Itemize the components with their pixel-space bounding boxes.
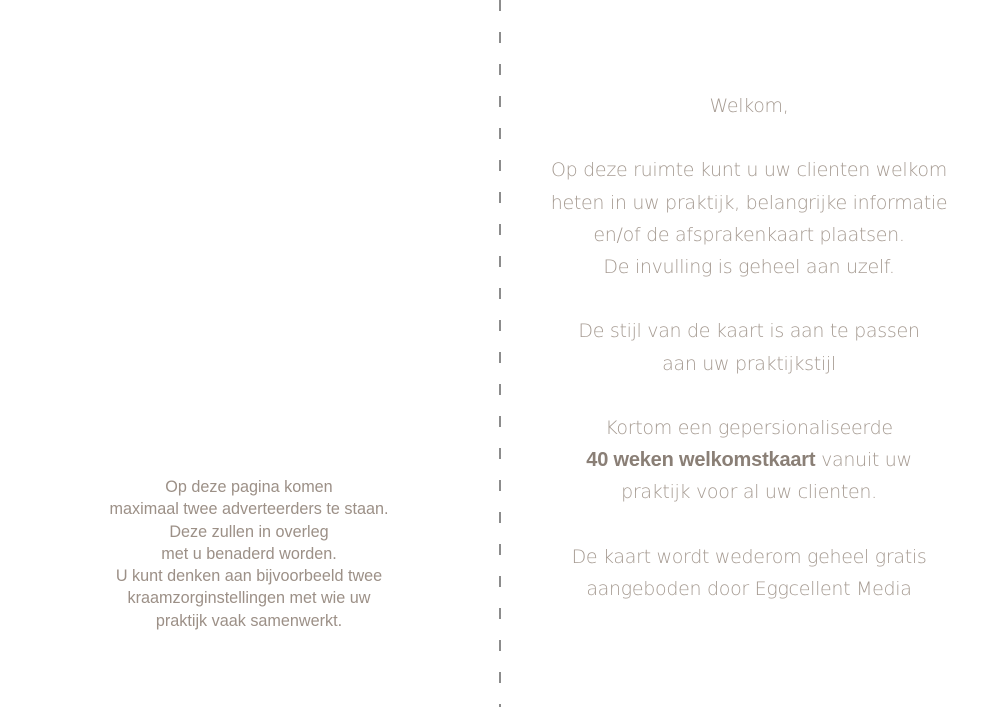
summary-line: praktijk voor al uw clienten. bbox=[621, 481, 877, 504]
paragraph-gap bbox=[548, 283, 950, 315]
left-text-line: met u benaderd worden. bbox=[161, 544, 337, 563]
summary-line-with-highlight bbox=[548, 444, 950, 476]
paragraph-gap bbox=[548, 509, 950, 541]
welcome-message bbox=[548, 90, 950, 605]
left-text-line: kraamzorginstellingen met wie uw bbox=[127, 589, 371, 608]
closing-line: De kaart wordt wederom geheel gratis bbox=[571, 545, 927, 568]
intro-line: heten in uw praktijk, belangrijke informatie bbox=[550, 191, 948, 214]
intro-line: De invulling is geheel aan uzelf. bbox=[603, 256, 895, 278]
highlight-text: 40 weken welkomstkaart bbox=[586, 449, 816, 472]
left-text-line: Deze zullen in overleg bbox=[169, 522, 329, 541]
summary-line: Kortom een gepersionaliseerde bbox=[605, 416, 893, 439]
advertiser-info-text bbox=[84, 476, 414, 632]
style-line: aan uw praktijkstijl bbox=[662, 352, 836, 375]
summary-line-rest: vanuit uw bbox=[815, 449, 912, 472]
paragraph-gap bbox=[548, 380, 950, 412]
welcome-greeting: Welkom, bbox=[709, 95, 789, 117]
closing-line: aangeboden door Eggcellent Media bbox=[586, 577, 912, 600]
style-line: De stijl van de kaart is aan te passen bbox=[578, 320, 920, 343]
left-text-line: maximaal twee adverteerders te staan. bbox=[109, 500, 389, 519]
intro-line: en/of de afsprakenkaart plaatsen. bbox=[593, 223, 905, 246]
left-text-line: praktijk vaak samenwerkt. bbox=[155, 611, 343, 630]
left-text-line: U kunt denken aan bijvoorbeeld twee bbox=[115, 567, 383, 586]
paragraph-gap bbox=[548, 122, 950, 154]
left-text-line: Op deze pagina komen bbox=[165, 478, 333, 496]
fold-line bbox=[499, 0, 501, 707]
intro-line: Op deze ruimte kunt u uw clienten welkom bbox=[551, 159, 947, 182]
